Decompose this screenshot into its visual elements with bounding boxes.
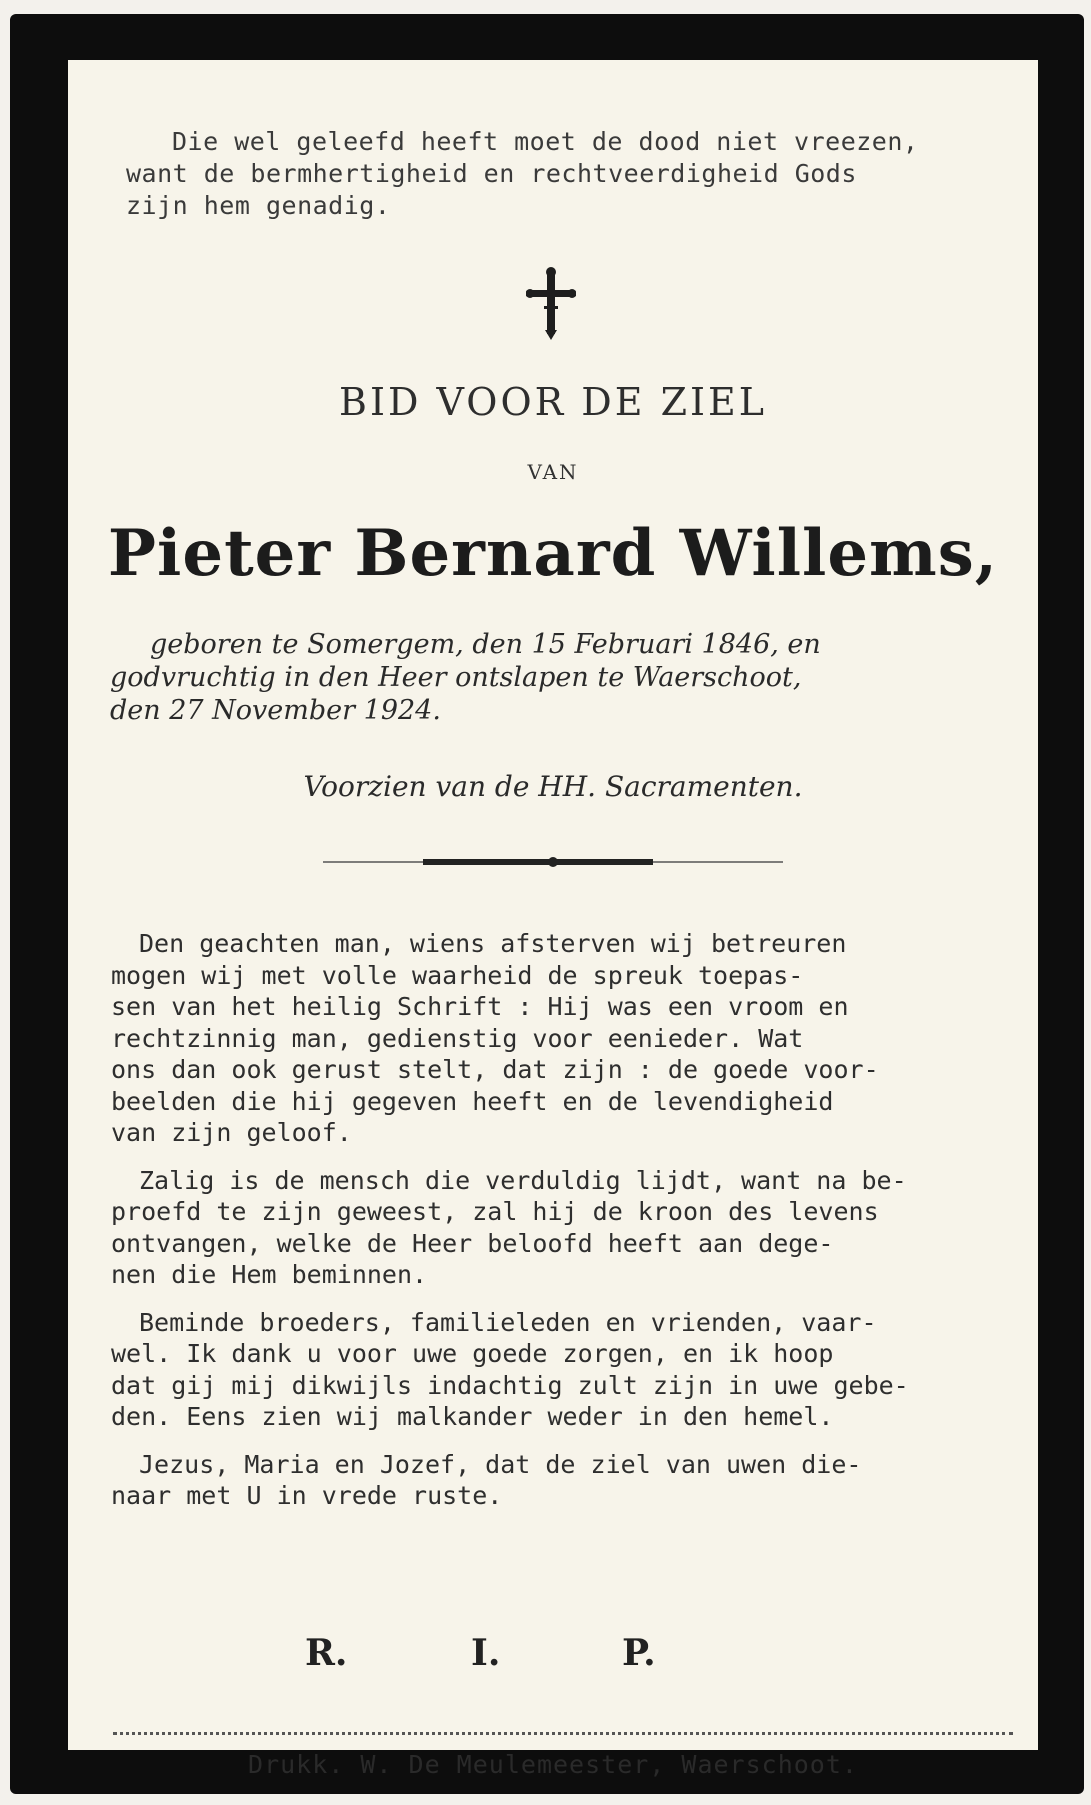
text-line: van zijn geloof. — [111, 1118, 352, 1147]
text-line: rechtzinnig man, gedienstig voor eenieder. Wat — [111, 1023, 804, 1053]
memorial-card-border — [10, 14, 1084, 1794]
text-line: wel. Ik dank u voor uwe goede zorgen, en ik hoop — [111, 1339, 834, 1368]
text-line: mogen wij met volle waarheid de spreuk toepas- — [111, 960, 804, 990]
paragraph — [111, 1449, 1006, 1512]
rip-letter-i: I. — [471, 1632, 501, 1674]
details-line: godvruchtig in den Heer ontslapen te Waerschoot, — [110, 662, 802, 693]
prayer-text — [111, 928, 1006, 1528]
text-line: den. Eens zien wij malkander weder in den hemel. — [111, 1402, 834, 1431]
motto-verse — [126, 126, 996, 222]
rip-letter-r: R. — [305, 1632, 348, 1674]
ornamental-rule — [323, 854, 783, 870]
text-line: sen van het heilig Schrift : Hij was een vroom en — [111, 992, 849, 1021]
text-line: dat gij mij dikwijls indachtig zult zijn in uwe gebe- — [111, 1370, 909, 1400]
cross-icon — [526, 266, 576, 340]
rip-letter-p: P. — [622, 1632, 656, 1674]
motto-line: Die wel geleefd heeft moet de dood niet vreezen, — [172, 127, 919, 156]
dotted-divider — [113, 1732, 1013, 1735]
text-line: beelden die hij gegeven heeft en de levendigheid — [111, 1086, 834, 1116]
text-line: nen die Hem beminnen. — [111, 1260, 428, 1289]
text-line: proefd te zijn geweest, zal hij de kroon des levens — [111, 1197, 879, 1226]
motto-line: zijn hem genadig. — [126, 191, 391, 220]
sacraments-line: Voorzien van de HH. Sacramenten. — [303, 770, 803, 803]
text-line: ons dan ook gerust stelt, dat zijn : de goede voor- — [111, 1055, 879, 1084]
text-line: Den geachten man, wiens afsterven wij betreuren — [139, 929, 847, 958]
details-line: geboren te Somergem, den 15 Februari 1846, en — [150, 629, 821, 660]
memorial-card-paper — [68, 60, 1038, 1779]
details-line: den 27 November 1924. — [110, 695, 441, 726]
paragraph — [111, 1307, 1006, 1433]
printer-credit: Drukk. W. De Meulemeester, Waerschoot. — [248, 1750, 858, 1779]
heading-van: VAN — [527, 460, 579, 484]
motto-line: want de bermhertigheid en rechtveerdigheid Gods — [126, 159, 857, 188]
text-line: ontvangen, welke de Heer beloofd heeft aan dege- — [111, 1228, 834, 1258]
birth-death-details — [110, 628, 1010, 727]
prayer-heading: BID VOOR DE ZIEL — [339, 380, 767, 424]
paragraph — [111, 928, 1006, 1149]
text-line: naar met U in vrede ruste. — [111, 1481, 503, 1510]
text-line: Zalig is de mensch die verduldig lijdt, want na be- — [139, 1165, 907, 1195]
deceased-name: Pieter Bernard Willems, — [107, 516, 999, 591]
text-line: Jezus, Maria en Jozef, dat de ziel van uwen die- — [139, 1449, 862, 1479]
text-line: Beminde broeders, familieleden en vrienden, vaar- — [139, 1307, 877, 1337]
paragraph — [111, 1165, 1006, 1291]
